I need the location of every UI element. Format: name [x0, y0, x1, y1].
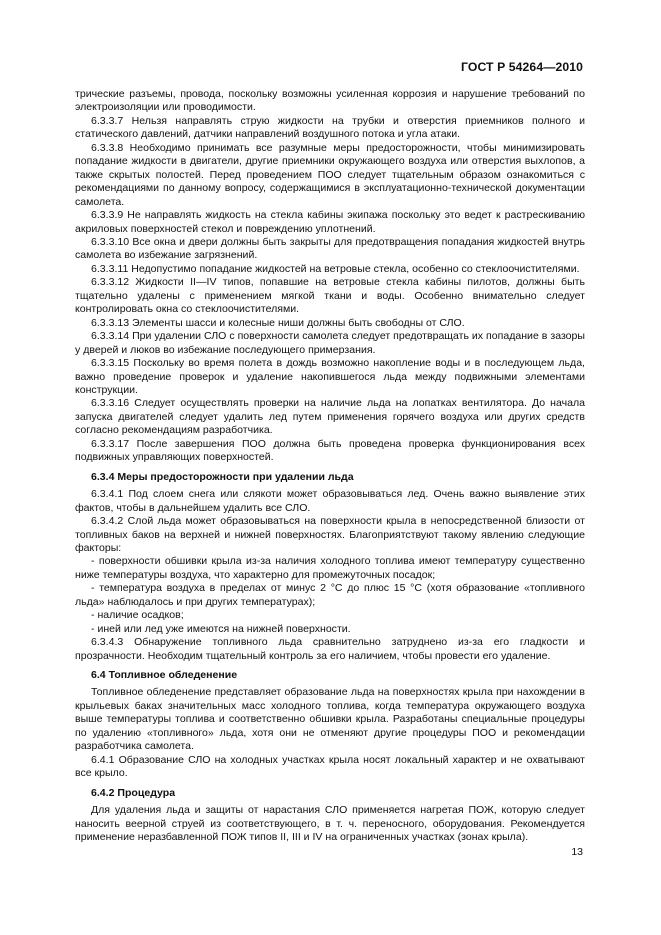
paragraph: 6.3.4.1 Под слоем снега или слякоти может образовываться лед. Очень важно выявление этих фактов, чтобы в дальнейшем удалить все СЛО.: [75, 488, 585, 514]
paragraph: 6.3.4.2 Слой льда может образовываться на поверхности крыла в непосредственной близости от топливных баков на верхней и нижней поверхностях. Благоприятствуют такому явлению следующие факторы:: [75, 515, 585, 554]
paragraph: 6.4.1 Образование СЛО на холодных участках крыла носят локальный характер и не охватывают все крыло.: [75, 753, 585, 780]
section-heading: 6.3.4 Меры предосторожности при удалении льда: [91, 470, 354, 483]
document-body: [75, 88, 585, 844]
paragraph: 6.3.4.3 Обнаружение топливного льда сравнительно затруднено из-за его гладкости и прозрачности. Необходим тщательный контроль за его наличием, чтобы провести его удаление.: [75, 636, 585, 662]
paragraph: 6.3.3.17 После завершения ПОО должна быть проведена проверка функционирования всех подвижных управляющих поверхностей.: [75, 437, 585, 464]
paragraph: 6.3.3.7 Нельзя направлять струю жидкости на трубки и отверстия приемников полного и статического давлений, датчики направлений воздушного потока и угла атаки.: [75, 114, 585, 141]
page-number: 13: [571, 846, 583, 858]
paragraph: 6.3.3.14 При удалении СЛО с поверхности самолета следует предотвращать их попадание в зазоры у дверей и люков во избежание последующего примерзания.: [75, 330, 585, 356]
paragraph: 6.3.3.13 Элементы шасси и колесные ниши должны быть свободны от СЛО.: [91, 316, 465, 329]
section-heading: 6.4.2 Процедура: [91, 786, 176, 799]
standard-designation: ГОСТ Р 54264—2010: [461, 60, 583, 74]
paragraph: 6.3.3.15 Поскольку во время полета в дождь возможно накопление воды и в последующем льда, важно проведение проверок и удаление накопившегося льда между подвижными элементами конструкции.: [75, 357, 585, 396]
paragraph: 6.3.3.12 Жидкости II—IV типов, попавшие на ветровые стекла кабины пилотов, должны быть тщательно удалены с применением мягкой ткани и воды. Особенно внимательно следует контролировать окна со стеклоочистителями.: [75, 276, 585, 316]
paragraph: Для удаления льда и защиты от нарастания СЛО применяется нагретая ПОЖ, которую следует наносить веерной струей из соответствующего, в т. ч. переносного, оборудования. Рекомендуется применение неразбавленной ПОЖ типов II, III и IV на ограниченных участках (зонах крыла).: [75, 804, 585, 844]
paragraph: - иней или лед уже имеются на нижней поверхности.: [91, 622, 351, 635]
paragraph: трические разъемы, провода, поскольку возможны усиленная коррозия и нарушение требований по электроизоляции или проводимости.: [75, 88, 585, 114]
paragraph: 6.3.3.8 Необходимо принимать все разумные меры предосторожности, чтобы минимизировать попадание жидкости в двигатели, другие приемники окружающего воздуха или отверстия выхлопов, а также скрытых полостей. Перед проведением ПОО следует тщательным образом ознакомиться с рекомендациями по данному вопросу, содержащимися в эксплуатационно-технической документации самолета.: [75, 141, 585, 208]
paragraph: 6.3.3.16 Следует осуществлять проверки на наличие льда на лопатках вентилятора. До начала запуска двигателей следует удалить лед путем применения горячего воздуха или других средств согласно рекомендациям разработчика.: [75, 397, 585, 437]
paragraph: 6.3.3.11 Недопустимо попадание жидкостей на ветровые стекла, особенно со стеклоочистителями.: [91, 262, 580, 275]
paragraph: - наличие осадков;: [91, 609, 184, 622]
section-heading: 6.4 Топливное обледенение: [91, 669, 238, 682]
paragraph: - поверхности обшивки крыла из-за наличия холодного топлива имеют температуру существенно ниже температуры воздуха, что характерно для промежуточных посадок;: [75, 555, 585, 581]
paragraph: 6.3.3.9 Не направлять жидкость на стекла кабины экипажа поскольку это ведет к растрескиванию акриловых поверхностей стекол и повреждению уплотнений.: [75, 209, 585, 235]
paragraph: - температура воздуха в пределах от минус 2 °С до плюс 15 °С (хотя образование «топливного льда» наблюдалось и при других температурах);: [75, 582, 585, 608]
paragraph: Топливное обледенение представляет образование льда на поверхностях крыла при нахождении в крыльевых баках значительных масс холодного топлива, когда температура окружающего воздуха выше температуры топлива и соответственно обшивки крыла. Разработаны специальные процедуры по удалению «топливного» льда, хотя они не отменяют другие процедуры ПОО и рекомендации разработчика самолета.: [75, 686, 585, 753]
paragraph: 6.3.3.10 Все окна и двери должны быть закрыты для предотвращения попадания жидкостей внутрь самолета во избежание загрязнений.: [75, 235, 585, 262]
